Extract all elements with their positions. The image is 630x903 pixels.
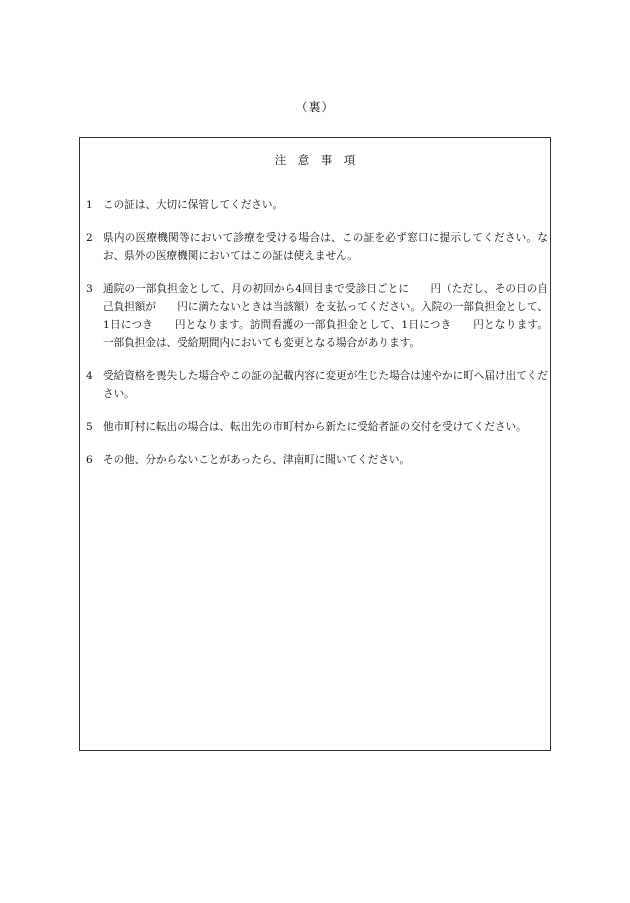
item-number: 3 (86, 283, 93, 295)
item-number: 6 (86, 454, 93, 466)
item-text: その他、分からないことがあったら、津南町に聞いてください。 (103, 454, 411, 466)
notice-item-4 (86, 367, 548, 403)
notice-title: 注 意 事 項 (274, 153, 356, 167)
item-number: 2 (86, 232, 93, 244)
notice-item-5 (86, 418, 548, 436)
item-number: 4 (86, 370, 93, 382)
item-text: 通院の一部負担金として、月の初回から4回目まで受診日ごとに 円（ただし、その日の自己負担額が 円に満たないときは当該額）を支払ってください。入院の一部負担金として、1日につき 円となります。訪問看護の一部負担金として、1日につき 円となります。一部負担金は、受給期間内においても変更となる場合があります。 (103, 283, 548, 349)
item-number: 5 (86, 421, 93, 433)
notice-item-1 (86, 196, 548, 214)
item-text: 受給資格を喪失した場合やこの証の記載内容に変更が生じた場合は速やかに町へ届け出てください。 (103, 370, 548, 400)
notice-item-2 (86, 229, 548, 265)
notice-box (79, 137, 551, 751)
notice-list (86, 196, 548, 484)
item-text: 県内の医療機関等において診療を受ける場合は、この証を必ず窓口に提示してください。なお、県外の医療機関においてはこの証は使えません。 (103, 232, 548, 262)
item-text: この証は、大切に保管してください。 (103, 199, 284, 211)
notice-item-6 (86, 451, 548, 469)
item-number: 1 (86, 199, 93, 211)
notice-item-3 (86, 280, 548, 352)
page-side-label: （裏） (295, 100, 335, 114)
item-text: 他市町村に転出の場合は、転出先の市町村から新たに受給者証の交付を受けてください。 (103, 421, 527, 433)
